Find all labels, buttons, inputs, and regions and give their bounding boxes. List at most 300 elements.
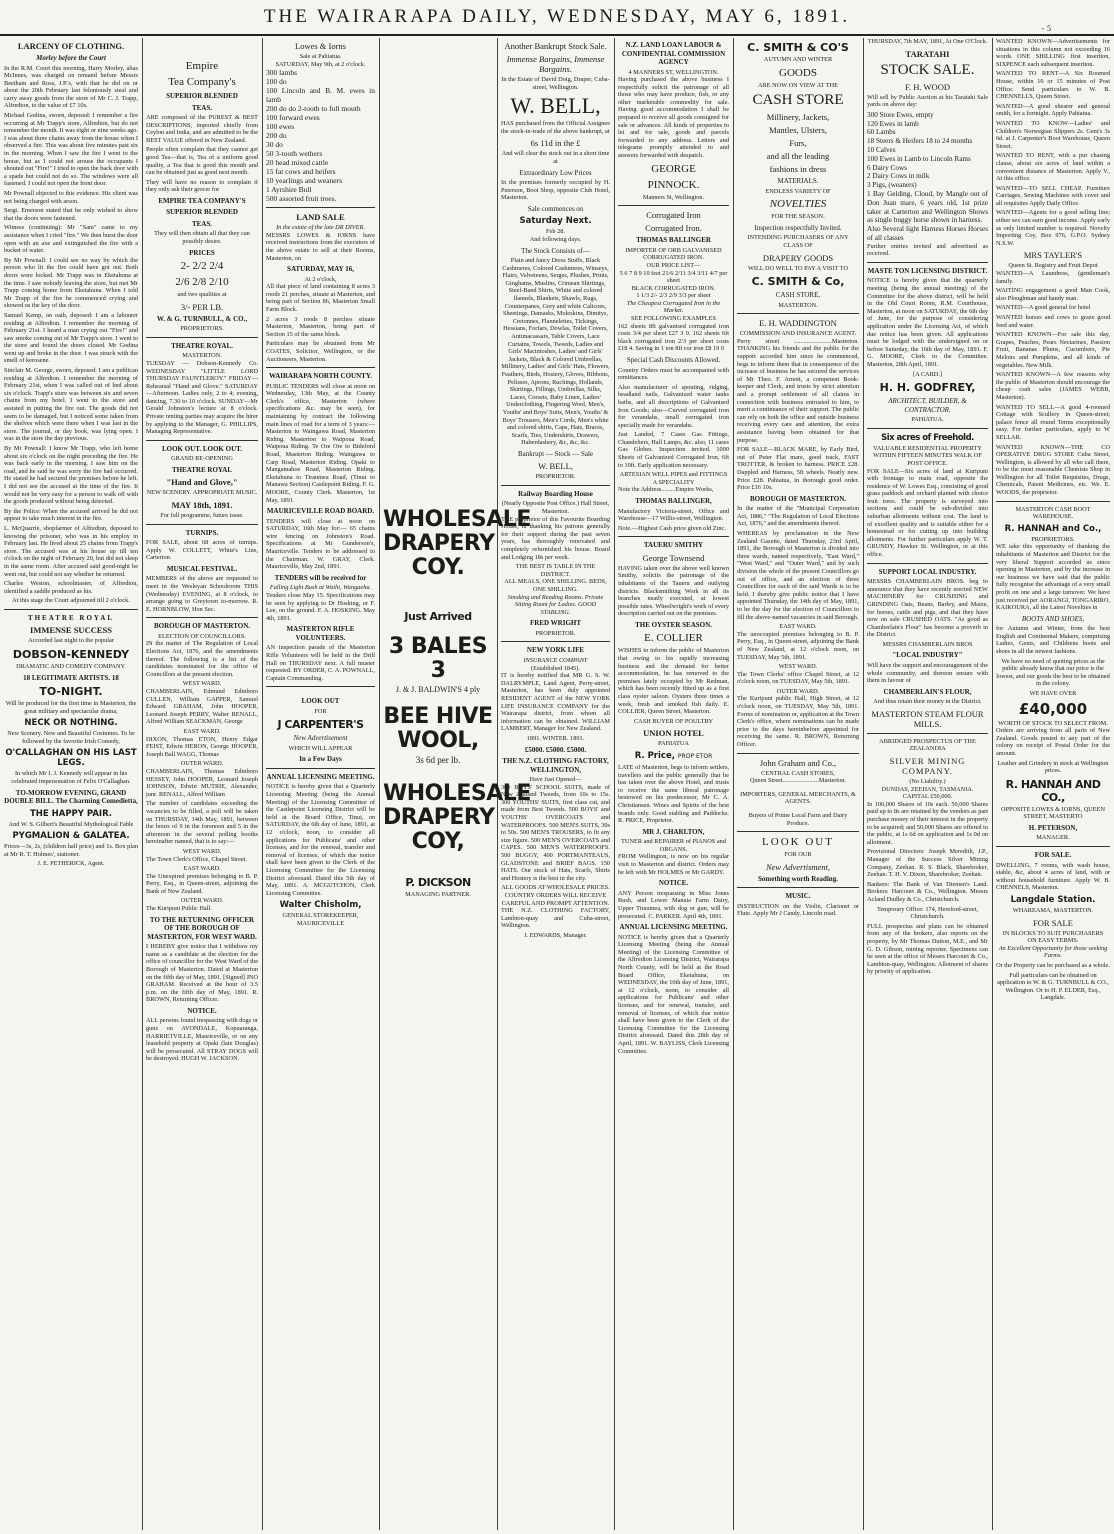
- ad-text: PAHIATUA: [658, 740, 689, 748]
- ad-heading: WHOLESALE DRAPERY COY,: [383, 781, 531, 854]
- ad-heading: MR J. CHARLTON,: [642, 827, 705, 836]
- ad-heading: SUPPORT LOCAL INDUSTRY.: [878, 567, 977, 576]
- ad-text: The Town Clerk's Office, Chapel Street.: [146, 855, 248, 863]
- ad-text: DRAMATIC AND COMEDY COMPANY.: [16, 662, 126, 670]
- ad-heading: THOMAS BALLINGER: [636, 236, 711, 245]
- ad-text: HAS purchased from the Official Assignee the stock-in-trade of the above bankrupt, at: [501, 120, 610, 135]
- ad-text: ARTESIAN WELL PIPES and FITTINGS A SPECIALITY: [619, 471, 728, 486]
- ad-text: THE proprietor of this Favourite Boarding House, in thanking his patrons generally for their support during the past seven years, has thoroughly renovated and completely refurnished his house. Board and Lodging 18s per week.: [501, 515, 610, 561]
- ad-heading: TO THE RETURNING OFFICER OF THE BOROUGH OF MASTERTON, FOR WEST WARD.: [147, 915, 257, 941]
- ad-text: We have no need of quoting prices as the public already know that our price is the lowest, and our goods the best to be obtained in the colony.: [996, 657, 1110, 688]
- ad-text: EAST WARD.: [183, 728, 221, 735]
- list-item: 6 Dairy Cows: [867, 163, 907, 172]
- ad-text: In the premises formerly occupied by H. Peterson, Boot Shop, opposite Club Hotel, Masterton.: [501, 179, 610, 202]
- ad-heading: Sale commences on: [527, 204, 584, 213]
- ad-heading: E. COLLIER: [644, 632, 703, 645]
- column-ads-7: [737, 38, 859, 1530]
- ad-text: WHAREAMA, MASTERTON.: [1012, 906, 1094, 914]
- ad-heading: P. DICKSON: [405, 876, 471, 889]
- ad-text: THURSDAY, 7th MAY, 1891, At One O'Clock.: [867, 38, 988, 45]
- ad-text: IMPORTER OF ORB GALVANISED CORRUGATED IRON.: [625, 246, 722, 262]
- ad-heading: ARCHITECT, BUILDER, & CONTRACTOR.: [888, 397, 967, 414]
- ad-text: Having purchased the above business I respectfully solicit the patronage of all those who may have produce, fish, or any other marketable commodity for sale. Having good accommodation I shall be prepared to receive all goods consigned for sale or advances. All kinds of properties to let and for sale, goods and parcels forwarded to any address. Letters and telegrams promptly attended to and answers forwarded with despatch.: [618, 76, 729, 160]
- ad-heading: Tea Company's: [168, 76, 236, 88]
- ad-text: AN inspection parade of the Masterton Rifle Volunteers will be held in the Drill Hall on THURSDAY next. A full muster requested. BY ORDER, C. A. POWNALL, Captain Commanding.: [266, 644, 375, 682]
- ad-text: WEST WARD.: [778, 663, 818, 671]
- ad-text: The Cheapest Corrugated Iron in the Market.: [626, 299, 721, 315]
- ad-text: People often complain that they cannot get good Tea—that is, Tea of a uniform good quality, a Tea that is good this month and can be obtained just as good next month.: [146, 146, 258, 177]
- ad-text: Manufactory Victoria-street, Office and Warehouse—17 Willis-street, Wellington.: [618, 507, 729, 523]
- ad-text: FOR THE SEASON.: [771, 213, 825, 221]
- ad-text: ARE composed of the PUREST & BEST DESCRIPTIONS, imported chiefly from Ceylon and India, and are admitted to be the BEST VALUE offered in New Zealand.: [146, 114, 258, 144]
- list-item: 100 Ewes in Lamb to Lincoln Rams: [867, 154, 971, 163]
- divider: [146, 617, 258, 618]
- ad-text: 2 acres 3 roods 8 perches situate Masterton, Masterton, being part of Section 15 of the same block.: [266, 315, 375, 338]
- ad-text: WISHES to inform the public of Masterton that owing to his rapidly increasing business and the demand for better accommodation, he has removed to the premises lately occupied by Mr Redman, which has been recently fitted up as a first class oyster saloon. Oysters three times a week, fresh and smoked fish daily. E. COLLIER, Queen Street, Masterton.: [618, 647, 729, 716]
- ad-heading: LOOK OUT: [301, 697, 340, 706]
- list-item: 3 Pigs, (weaners): [867, 181, 917, 190]
- ad-text: FOR: [314, 707, 327, 715]
- ad-heading: [618, 751, 729, 762]
- classified-ad: WANTED KNOWN—A few reasons why the public of Masterton should encourage the cheap cash sales (JAMES WEBB, Masterton).: [996, 371, 1111, 401]
- ad-heading: ANNUAL LICENSING MEETING.: [266, 772, 375, 781]
- list-item: 100 Lincoln and B. M. ewes in lamb: [266, 86, 375, 105]
- ad-heading: R. HANNAH AND CO.,: [1005, 777, 1101, 804]
- ad-text: ON EASY TERMS.: [1027, 937, 1079, 945]
- ad-text: PUBLIC TENDERS will close at noon on Wednesday, 13th May, at the County Clerk's office, Masterton (where specifications &c. may be seen), for maintaining by contract the following main lines of road for a term of 3 years:— Masterton to Waingawa Road, Masterton Riding. Masterton to Waipoua Road, Waipoua Riding. Te Ore Ore to Bideford Road, Masterton Riding. Waingawa to Carp Road, Masterton Riding. Opaki to Mangamahoe Road, Masterton Riding. Eketahuna to Tiraumea Road, (Tinui to Manawa Section) Castlepoint Riding. F. G. MOORE, County Clerk. Masterton, 1st May, 1891.: [266, 382, 375, 504]
- ad-text: OPPOSITE LOWES & IORNS, QUEEN STREET, MASTERTO: [1000, 805, 1106, 821]
- ad-heading: C. SMITH & Co,: [751, 275, 845, 289]
- ad-heading: NEW YORK LIFE: [526, 646, 585, 655]
- classified-ad: WANTED—A good shearer and general smith, for a fortnight. Apply Pahiatua.: [996, 102, 1110, 118]
- ad-text: CHAMBERLAIN, Edmund Edinboro CULLEN, William GAPPER, Samuel Edward GRAHAM, John HOOPER, Leonard Joseph PERRY, Walter RENALL, Alfred William SEACKMAN, George: [146, 688, 258, 726]
- ad-heading: E. H. WADDINGTON: [759, 318, 837, 329]
- ad-heading: 18 LEGITIMATE ARTISTS. 18: [23, 673, 119, 682]
- ad-heading: TENDERS will be received for: [274, 573, 367, 582]
- column-rule: [733, 38, 734, 1530]
- ad-heading: Millinery, Jackets,: [766, 112, 830, 123]
- ad-text: THE N.Z. CLOTHING FACTORY, Lambton-quay and Cuba-street, Wellington.: [501, 907, 610, 930]
- stock-list: [266, 68, 375, 203]
- ad-text: PROPRIETOR.: [535, 473, 576, 481]
- ad-heading: Furs,: [789, 138, 807, 149]
- ad-text: [A CARD.]: [912, 370, 943, 378]
- divider: [266, 367, 375, 368]
- classified-ad: WANTED—A good general for hotel: [996, 304, 1091, 312]
- ad-heading: MAY 18th, 1891.: [171, 500, 233, 511]
- article-paragraph: Samuel Kemp, on oath, deposed: I am a labourer residing at Alfredton. I remember the morning of February 21st. I heard a man crying out "Fire!" and saw smoke coming out of Mr Trapp's store. I went to the store and found the doors closed. Mr Godina went up and broke in the door. I was struck with the smell of kerosene.: [4, 311, 138, 365]
- ad-heading: In a Few Days: [299, 755, 342, 764]
- column-ads-9: [996, 38, 1110, 1530]
- ad-text: Note the Address.........Empire Works,: [618, 486, 714, 494]
- ad-heading: TURNIPS.: [185, 528, 219, 537]
- classified-ad: WAITING engagement a good Man Cook, also Ploughman and handy man.: [996, 287, 1110, 302]
- ad-heading: FRED WRIGHT: [529, 619, 582, 628]
- ad-heading: WAIRARAPA NORTH COUNTY.: [268, 372, 372, 381]
- divider: [867, 428, 988, 429]
- ad-text: TUESDAY — Dobson-Kennedy Co. WEDNESDAY "LITTLE LORD THURSDAY FAUNTLEROY." FRIDAY—Rehearsal "Hand and Glove." SATURDAY—Afternoon. Ladies only, 2 to 4; evening, dancing, 7.30 to 10 o'clock. SUNDAY—Mr Gerald Johnston's lecture at 8 o'clock. Private renting parties may acquire the hirer by applying to the Manager, G. PHILLIPS, Managing Representative.: [146, 359, 258, 436]
- list-item: 18 Steers & Heifers 18 to 24 months: [867, 137, 973, 146]
- article-paragraph: Michael Godina, sworn, deposed: I remember a fire occurring at Mr Trapp's store, Alfredton, but do not remember the month. It was eight or nine weeks ago. I was about three chains away from the house when I observed a fire. This was about five minutes past six in the morning. When I saw the fire I went to the house, but as I could not arouse the occupants I shouted out "Fire!" I tried to open the back door with a spade but could not do so. The windows were all fastened. I could not open the front door.: [4, 112, 138, 188]
- ad-text: At 2 o'clock,: [304, 275, 337, 283]
- ad-text: VALUABLE RESIDENTIAL PROPERTY WITHIN FIFTEEN MINUTES WALK OF POST OFFICE.: [873, 444, 982, 467]
- ad-heading: Inspection respectfully Invited.: [754, 223, 842, 232]
- list-item: 50 3-tooth wethers: [266, 149, 323, 159]
- ad-heading: FOR SALE: [1033, 917, 1073, 928]
- ad-text: SATURDAY, May 9th, at 2 o'clock.: [275, 60, 366, 68]
- divider: [4, 609, 138, 610]
- classified-ad: WANTED KNOWN—THE CO OPERATIVE DRUG STORE Cuba Street, Wellington, is allowed by all who call there, to be the most reasonable Chemists Shop in Wellington for all Toilet Requisites, Drugs, Chemicals, Patent Medicines, etc. We. E. WOODS, the proprietor.: [996, 443, 1110, 497]
- ad-text: And thus retain their money in the District.: [873, 698, 982, 706]
- ad-heading: Six acres of Freehold.: [881, 432, 974, 443]
- ad-text: NEW SCENERY. APPROPRIATE MUSIC.: [146, 489, 258, 497]
- ad-text: (No Liability.): [909, 778, 946, 786]
- ad-text: Leather and Grindery in stock at Wellington prices.: [997, 759, 1109, 775]
- ad-heading: Mantles, Ulsters,: [769, 125, 827, 136]
- column-rule: [262, 38, 263, 1530]
- ad-text: Or the Property can be purchased as a whole.: [996, 961, 1110, 969]
- proprietor-name: R. Price,: [634, 751, 675, 761]
- classified-ad: WANTED horses and cows to graze good feed and water.: [996, 314, 1110, 329]
- ad-heading: STOCK SALE.: [880, 61, 975, 78]
- ad-text: (Established 1845).: [531, 664, 580, 672]
- ad-text: MAURICEVILLE: [296, 919, 345, 927]
- ad-text: WEST WARD.: [182, 680, 222, 688]
- ad-text: AUTUMN AND WINTER: [763, 56, 833, 63]
- list-item: 10 Calves: [867, 145, 896, 154]
- ad-text: In which Mr J. J. Kennedy will appear in his celebrated impersonation of Felix O'Callaghan.: [11, 770, 131, 786]
- ad-heading: Just Arrived: [404, 610, 472, 623]
- ad-text: Also manufacturer of spouting, ridging, headland nails, Galvanized water tanks baths, and all descriptions of Galvanised Iron Goods; also—Curved corrugated iron for verandahs, small corrugated iron specially made for verandahs.: [618, 383, 729, 429]
- column-ads-5: [501, 38, 610, 1530]
- divider: [266, 207, 375, 208]
- ad-text: In 100,000 Shares of 10s each. 50,000 Shares paid up to 8s are retained by the vendors as part purchase money of their interest in the property to be acquired; and 50,000 Shares are offered to the public, at 1s 6d on application and 1s 0d on allotment.: [867, 800, 988, 846]
- ad-text: Will be produced for the first time in Masterton, the great military and spectacular drama,: [5, 700, 137, 715]
- ad-text: Tenders close May 15. Specifications may be seen by applying to Dr Hosking, or F. Lee, on the ground. F. A. HOSKING. May 4th, 1891.: [266, 591, 375, 622]
- ad-text: ARE NOW ON VIEW AT THE: [757, 81, 839, 89]
- divider: [996, 846, 1110, 847]
- ad-heading: BOROUGH OF MASTERTON.: [749, 494, 846, 503]
- classified-ad: WANTED KNOWN—For sale this day, Grapes, Peaches, Pears Nectarines, Passion Fruit, Bananas Plums, Cucumbers, Pie Melons and Pumpkins, and all kinds of vegetables. New Milk.: [996, 331, 1110, 369]
- ad-heading: F. H. WOOD: [905, 81, 950, 92]
- ad-text: TENDERS will close at noon on SATURDAY, 16th May for:— 65 chains wire fencing on Johnston's Road. Specifications at Mr Gunderson's, Mauriceville. Tenders to be addressed to the Chairman. W. GRAY, Clerk. Mauriceville, May 2nd, 1891.: [266, 517, 375, 571]
- list-item: 200 do: [266, 131, 287, 141]
- ad-text: ALL MEALS, ONE SHILLING. BEDS, ONE SHILLING.: [504, 578, 607, 593]
- ad-text: DIXON, Thomas ETON, Henry Edgar FEIST, Edwin HERON, George HOOPER, Joseph Ball WAGG, Thomas: [146, 735, 258, 758]
- ad-heading: £40,000: [1018, 699, 1088, 718]
- ad-text: J. E. PETHERICK, Agent.: [37, 860, 105, 868]
- list-item: 300 lambs: [266, 68, 298, 78]
- ad-text: CASH BUYER OF POULTRY: [633, 717, 714, 725]
- ad-text: OUTER WARD.: [180, 897, 224, 905]
- ad-heading: THEATRE ROYAL.: [171, 341, 233, 350]
- ad-text: MESSRS LOWES & IORNS have received instructions from the executors of the above estate to sell at their Rooms, Masterton, on: [266, 231, 375, 262]
- ad-heading: UNION HOTEL: [643, 728, 704, 739]
- divider: [867, 262, 988, 263]
- ad-text: Queen Street.......................Masterton.: [749, 777, 846, 785]
- column-ads-3: [266, 38, 375, 1530]
- list-item: 300 Store Ewes, empty: [867, 110, 934, 119]
- list-item: 20 head mixed cattle: [266, 158, 329, 168]
- ad-text: WE take this opportunity of thanking the inhabitants of Masterton and District for the very liberal Support accorded us since opening in Masterton, and by the increase in our business we have said that the public fully recognise the advantage of a very small profit on one and a large turnover. We have just received per AORANGI, TONGARIRO, KAIKOURA, all the Latest Novelties in: [996, 543, 1110, 612]
- column-ads-2: [146, 38, 258, 1530]
- ad-text: WHICH WILL APPEAR: [288, 744, 353, 752]
- ad-text: OUTER WARD.: [776, 687, 820, 695]
- ad-heading: GEORGE: [651, 162, 696, 175]
- ad-text: COMMISSION AND INSURANCE AGENT.: [739, 330, 857, 338]
- classified-ad: WANTED TO KNOW—Ladies' and Children's Norwegian Slippers 2s. Gent's 3s 6d. at J. Carpenter's Boot Warehouse, Queen Street.: [996, 119, 1110, 150]
- ad-text: In the matter of the "Municipal Corporation Act, 1886," "The Regulation of Local Elections Act, 1876," and the amendments thereof.: [737, 505, 859, 528]
- ad-text: CHAMBERLAIN, Thomas Edinboro HESSEY, John HOOPER, Leonard Joseph JOHNSON, Edwin MUTRIE, Alexander, junr. RENALL, Alfred William: [146, 767, 258, 798]
- list-item: 30 do: [266, 140, 283, 150]
- ad-heading: Railway Boarding House: [518, 489, 593, 498]
- ad-text: And following days.: [529, 235, 582, 243]
- ad-heading: SATURDAY, MAY 16,: [287, 265, 354, 274]
- ad-heading: CASH STORE: [752, 92, 844, 109]
- ad-text: INTENDING PURCHASERS OF ANY CLASS OF: [747, 234, 849, 249]
- ad-text: NOTICE is hereby given that a Quarterly Licensing Meeting (being the Annual Meeting) of the Licensing Committee of the Alfredton Licensing District, Wairarapa North County, will be held at the Road Board Office, Eketahuna, on WEDNESDAY, the 10th day of June, 1891, at 12 o'clock, noon, to consider all applications for Publicans' and other licenses, and for renewal, transfer, and removal of licenses, of which due notice shall have been given to the Clerk of the Licensing Committee for the Licensing District aforesaid. Dated this 28th day of April, 1891. W. BAYLISS, Clerk Licensing Committee.: [618, 933, 729, 1055]
- price-line: £5000. £5000. £5000.: [524, 745, 587, 754]
- article-paragraph: At this stage the Court adjourned till 2 o'clock.: [12, 597, 130, 605]
- ad-text: GENERAL STOREKEEPER,: [282, 912, 359, 920]
- ad-text: WORTH OF STOCK TO SELECT FROM.: [998, 719, 1108, 727]
- ad-heading: CASH STORE,: [775, 291, 821, 300]
- ad-heading: TO-NIGHT.: [39, 685, 103, 699]
- page-mark: -5: [1041, 24, 1054, 33]
- ad-text: BLACK CORRUGATED IRON.: [631, 284, 716, 292]
- classified-ad: WANTED TO SELL—A good 4-roomed Cottage with Scullery in Queen-street; palace fence all round Terms exceptionally easy. For further particulars, apply to W SELLAR.: [996, 403, 1110, 441]
- ad-heading: "LOCAL INDUSTRY": [892, 651, 963, 660]
- ad-heading: WHOLESALE DRAPERY COY.: [383, 507, 531, 580]
- classified-ad: WANTED—TO SELL CHEAP. Furniture Carriages, Sewing Machines with cover and all requisites Apply Daily Office.: [996, 184, 1110, 207]
- ad-text: Particulars may be obtained from Mr COATES, Solicitor, Wellington, or the Auctioneers, Masterton.: [266, 340, 375, 363]
- divider: [737, 887, 859, 888]
- divider: [146, 440, 258, 441]
- ad-heading: BEE HIVE WOOL,: [383, 704, 493, 753]
- ad-text: PROPRIETORS.: [180, 325, 224, 333]
- ad-text: 3s 6d per lb.: [415, 755, 461, 765]
- ad-text: For full programme, future issue.: [160, 512, 244, 520]
- ad-text: and two qualities at: [177, 291, 227, 299]
- ad-heading: NOTICE.: [187, 1006, 217, 1015]
- ad-text: Have Just Opened—: [529, 776, 582, 783]
- ad-heading: MUSIC.: [785, 892, 811, 901]
- ad-text: WE HAVE OVER: [1029, 690, 1077, 698]
- divider: [266, 768, 375, 769]
- classified-ad: WANTED—A Laundress, (gentleman's family.: [996, 270, 1110, 285]
- article-paragraph: By Mr Pownall: I know Mr Trapp, who left home about six o'clock on the night preceding the fire. He was back early in the morning. I saw him on the road, and he said he was sorry the fire had occurred. He stated he had secured the premises before he left. I did not see the accused at the time of the fire. It would not be very easy for a person to walk off with the goods produced without being detected.: [4, 445, 138, 506]
- ad-heading: TEAS.: [191, 219, 213, 228]
- price-line: 3/- PER LB.: [180, 301, 224, 312]
- ad-heading: LAND SALE: [296, 212, 345, 223]
- ad-heading: TEAS.: [191, 103, 213, 112]
- ad-text: IMPORTERS, GENERAL MERCHANTS, & AGENTS.: [740, 790, 856, 806]
- ad-heading: IMMENSE SUCCESS: [30, 625, 112, 636]
- column-ads-6: [618, 38, 729, 1530]
- ad-heading: Corrugated Iron: [646, 210, 701, 221]
- ad-text: Bankers: The Bank of Van Diemen's Land. Brokers: Harcourt & Co., Wellington. Messrs Acland Dudley & Co., Christchurch.: [867, 880, 988, 903]
- ad-heading: SILVER MINING COMPANY.: [889, 756, 966, 777]
- ad-text: EAST WARD.: [183, 865, 221, 873]
- ad-heading: Special Cash Discounts Allowed.: [626, 356, 721, 365]
- ad-text: MASTERTON.: [778, 301, 818, 309]
- list-item: 200 do do 2-tooth to full mouth: [266, 104, 361, 114]
- ad-text: And will clear the stock out in a short time at: [501, 150, 610, 165]
- ad-heading: DOBSON-KENNEDY: [12, 647, 130, 661]
- ad-text: 1891.: [570, 734, 585, 742]
- article-paragraph: Sergt. Emerson stated that he only wished to show that the doors were fastened.: [4, 207, 138, 222]
- ad-text: J. EDWARDS, Manager.: [524, 931, 587, 939]
- ad-heading: DRAPERY GOODS: [762, 252, 834, 263]
- divider: [737, 753, 859, 754]
- ad-text: OUR PRICE LIST—: [646, 261, 701, 269]
- ad-text: In the estate of the late DR DIVER.: [276, 224, 365, 232]
- ad-heading: NOVELTIES: [769, 198, 827, 211]
- article-heading: LARCENY OF CLOTHING.: [17, 41, 125, 51]
- list-item: 120 Ewes in lamb: [867, 119, 919, 128]
- divider: [146, 337, 258, 338]
- ad-text: Plain and fancy Dress Stuffs, Black Cashmeres, Colored Cashmeres, Winseys, Flairs, Velveteens, Serges, Plushes, Prints, Ginghams, Muslins, Crimean Shirtings, Steel-Band Shirts, White and colored flannels, Blankets, Shawls, Rugs, Counterpanes, Grey and white Calicoes, Sheetings, Damasks, Moleskins, Dimitys, Cretonnes, Flannelettes, Tickings, Hessians, Forfars, Dowlas, Toilet Covers, Antimacassars, Table Covers, Lace Curtains, Towels, Tweeds, Ladies and Girls' Macintoshes, Ladies' and Girls' Jackets, Black & Colored Umbrellas, Millinery, Ladies' and Girls' Hats, Flowers, Feathers, Birds, Hosiery, Gloves, Ribbons, Pelisses, Aprons, Ruchings, Hollands, Skirtings, Fillings, Umbrellas, Silks, Laces, Corsets, Baby Linen, Ladies' Underclothing, Fingering Wool, Men's, Youths' and Boys' Suits, Men's, Youths' & Boys' Trousers, Men's Cords, Men's white and colored shirts, Caps, Hats, Braces, Scarfs, Ties, Undershirts, Drawers, Haberdashery, &c, &c, &c.: [501, 257, 610, 447]
- ad-heading: New Advertisment,: [765, 861, 831, 872]
- article-paragraph: Charles Weston, schoolmaster, of Alfredton, identified a saddle produced as his.: [4, 580, 138, 595]
- ad-heading: Langdale Station.: [1010, 894, 1096, 905]
- article-paragraph: Witness (continuing): Mr "Sam" came to my assistance when I cried "fire." We then burst the door open with an axe and extinguished the fire with a bucket of water.: [4, 224, 138, 255]
- column-news: [4, 38, 138, 1530]
- ad-text: The unoccupied premises belonging to B. P. Perry, Esq., in Queen-street, adjoining the Bank of New Zealand, at 12 o'clock noon, on TUESDAY, May 5th, 1891.: [737, 630, 859, 661]
- ad-heading: NECK OR NOTHING.: [24, 718, 118, 729]
- ad-text: Further entries invited and advertised as received.: [867, 242, 988, 258]
- ad-text: 1891.: [526, 734, 541, 742]
- divider: [266, 686, 375, 687]
- ad-heading: GOODS: [779, 66, 817, 79]
- ad-text: MASTERTON.: [182, 352, 222, 360]
- article-paragraph: Sinclair M. George, sworn, deposed: I am a publican residing at Alfredton. I remember the morning of February 21st, when I was called out of bed about six o'clock. Trapp's store was between six and seven chains from my hotel. I went to the store and assisted in putting the fire out. The goods did not seem to be damaged, but I noticed some taken from the shelves which were there when I was last in the store. The journal, or day book, was lying open. I was in the store the day previous.: [4, 367, 138, 443]
- ad-text: They will have no reason to complain if they only ask their grocer for: [146, 178, 258, 194]
- divider: [618, 536, 729, 537]
- divider: [618, 205, 729, 206]
- ad-text: MASTERTON CASH BOOT WAREHOUSE.: [1015, 505, 1091, 521]
- ad-text: Note.—Highest Cash price given old Zinc.: [618, 524, 726, 532]
- ad-text: Accorded last night to the popular: [28, 637, 114, 645]
- ad-heading: Lowes & Iorns: [295, 41, 346, 51]
- column-ads-4: [383, 38, 531, 1530]
- list-item: 100 do: [266, 77, 287, 87]
- ad-text: FOR OUR: [784, 851, 812, 859]
- article-paragraph: By Mr Pownall: I could see no way by which the person who lit the fire could have got out. Both doors were locked. Mr Trapp was in Eketahuna at the time. I saw nobody leaving the store, but met Mr Trapp coming home from Eketahuna. When I told Mr Trapp of the fire he commenced crying and showed us the key of the door.: [4, 256, 138, 310]
- list-item: 1 Bay Gelding, Cloud, by Mangle out of Don Juan mare, 6 years old, 1st prize taker at Carterton and Wellington Shows as single buggy horse shown in harness.: [867, 189, 988, 225]
- column-rule: [863, 38, 864, 1530]
- ad-heading: MUSICAL FESTIVAL.: [166, 564, 238, 573]
- ad-text: ELECTION OF COUNCILLORS.: [158, 632, 246, 640]
- divider: [146, 524, 258, 525]
- ad-heading: W. & G. TURNBULL, & CO.,: [156, 314, 248, 323]
- ad-heading: THE OYSTER SEASON.: [635, 620, 712, 629]
- ad-text: Perry street ........................Masterton. THANKING his friends and the public for the support accorded him since he commenced, begs to inform them that in consequence of the increase of business he has secured the services of Mr Theo. F. Arnott, a competent Book-keeper and Clerk, and trusts by strict attention and a prompt settlement of all claims in connection with business entrusted to him, to merit a continuance of their support. The public can rely on both the office and outside business receiving every care and attention, the extra assistance having been obtained for that purpose.: [737, 337, 859, 444]
- article-paragraph: In the R.M. Court this morning, Harry Morley, alias McInnes, was charged on remand before Messrs Beetham and Ross, J.P.'s, with that he did on or about the 20th February last feloniously steal and carry away goods from the store of Mr C. J. Trapp, Alfredton, to the value of £7 10s.: [4, 64, 138, 110]
- column-rule: [614, 38, 615, 1530]
- ad-heading: John Graham and Co.,: [759, 757, 837, 768]
- ad-text: 5 6 7 8 9 10 feet 21/6 2/11 3/4 3/11 4/7 per sheet: [619, 269, 728, 285]
- article-paragraph: Mr Pownall objected to this evidence. His client was not being charged with arson.: [4, 190, 138, 205]
- ad-text: NOTICE is hereby given that a Quarterly Licensing Meeting (being the Annual Meeting) of the Licensing Committee of the Castlepoint Licensing District will be held at the Board Office, Tinui, on SATURDAY, the 6th day of June, 1891, at 12 o'clock, noon, to consider all applications for Publicans' and other licenses, and for the renewal, transfer and removal of licenses, of which due notice shall have been given to the Clerk of the Licensing Committee for the Licensing District aforesaid. Dated this 5th day of May, 1891. A. MCGUTCHON, Clerk Licensing Committee.: [266, 783, 375, 897]
- ad-text: PROPRIETORS.: [1031, 535, 1075, 543]
- ad-text: The Unexpired premises belonging to B. P. Perry, Esq., in Queen-street, adjoining the Bank of New Zealand.: [146, 872, 258, 895]
- ad-heading: and all the leading: [766, 151, 830, 162]
- ad-text: 4 MANNERS ST, WELLINGTON.: [628, 68, 719, 76]
- ad-text: ALL persons found trespassing with dogs or guns on AVONDALE, Kopuaranga, HARRIETVILLE, Mauriceville, or on any leasehold property at Opaki (late Douglas) will be prosecuted. All STRAY DOGS will be destroyed. HUGH W. JACKSON.: [146, 1017, 258, 1063]
- list-item: Also Several light Harness Horses Horses of all classes: [867, 225, 988, 242]
- ad-text: Feb 28.: [546, 228, 565, 236]
- classified-ad: WANTED—Agents for a good selling line; either sex can earn good income. Apply early as only limited number is required. Novelty Importing Coy, Box 976, G.P.O. Sydney N.S.W.: [996, 209, 1111, 247]
- column-ads-8: [867, 38, 988, 1530]
- ad-text: ANY Person trespassing in Miss Jones Bush, and Lower Manaia Farm Dairy, Upper Tiraumea, with dog or gun, will be prosecuted. C. PARKER. April 4th, 1891.: [618, 889, 729, 920]
- ad-heading: THOMAS BALLINGER,: [635, 497, 712, 506]
- divider: [867, 733, 988, 734]
- ad-text: All that piece of land containing 8 acres 3 roods 21 perches, situate at Masterton, and being part of Section 86, Masterton Small Farm Block.: [266, 283, 375, 314]
- ad-text: THE BEST IS TABLE IN THE DISTRICT.: [515, 563, 596, 578]
- ad-text: Just Landed, 7 Cases Gas Fittings, Chandeliers, Hall Lamps, &c. also, 11 cases Gas Globes. Inspection invited. 1000 Sheets of Galvanized Corrugated Iron, 6ft to 10ft. Early application necessary.: [618, 431, 729, 469]
- ad-text: DWELLING, 7 rooms, with wash house, stable, &c, about 4 acres of land, with or without household furniture. Apply W. B. CHENNELS, Masterton.: [996, 861, 1110, 892]
- ad-heading: THEATRE ROYAL: [171, 465, 233, 474]
- ad-heading: R. HANNAH and Co.,: [1004, 523, 1102, 534]
- list-item: 15 fat cows and heifers: [266, 167, 336, 177]
- ad-text: IT is hereby notified that MR G. S. W. DALRYMPLE, Land Agent, Perry-street, Masterton, has been duly appointed RESIDENT AGENT of the NEW YORK LIFE INSURANCE COMPANY for the Wairarapa district, from whom all information can be obtained. WILLIAM LAMBERT, Manager for New Zealand.: [501, 672, 610, 733]
- ad-text: Orders are arriving from all parts of New Zealand. Goods posted to any part of the colony on receipt of Postal Order for the amount.: [996, 727, 1110, 757]
- classified-ad: WANTED KNOWN—Advertisements for situations in this column not exceeding 16 words ONE SHILLING first insertion, SIXPENCE each subsequent insertion.: [996, 38, 1110, 68]
- ad-text: And W. S. Gilbert's Beautiful Mythological Fable: [8, 820, 134, 828]
- price-line: 2- 2/2 2/4: [180, 260, 224, 273]
- ad-text: [501, 735, 610, 743]
- ad-text: OUTER WARD.: [180, 760, 224, 768]
- ad-text: TUNER and REPAIRER of PIANOS and ORGANS.: [621, 838, 726, 853]
- price-line: 6s 11d in the £: [530, 138, 581, 149]
- ad-text: HAVING taken over the above well known Smithy, solicits the patronage of the inhabitants of the Taueru and outlying districts. Blacksmithing Work in all its branches neatly executed, at lowest possible rates. Wheelwright's work of every description carried out on the premises.: [618, 564, 729, 618]
- ad-heading: SUPERIOR BLENDED: [166, 208, 238, 217]
- ad-heading: FOR SALE.: [1034, 851, 1072, 860]
- ad-text: An Excellent Opportunity for those seeking Farms.: [998, 944, 1108, 960]
- ad-heading: BOOTS AND SHOES,: [1021, 614, 1085, 623]
- ad-text: FOR SALE—Six acres of land at Kuripuni with frontage to main road, opposite the residence of W. Lowes Esq., consisting of good grass paddock and orchard planted with choice fruit trees. The property is surveyed into sections and could be sub-divided into suburban allotments without cost. The land is of excellent quality and is suitable either for a homestead or for cutting up into building allotments. For further particulars apply W. T. GRUNDY, Hawker St. Wellington, or at this office.: [867, 467, 988, 559]
- ad-text: Falling Light Bush at Waihi, Wangaehu.: [269, 584, 372, 592]
- ad-text: 1 1/3 2/- 2/3 2/9 3/3 per sheet: [636, 292, 711, 300]
- ad-text: GRAND RE-OPENING: [171, 455, 233, 463]
- ad-heading: Bankrupt — Stock — Sale: [517, 449, 594, 458]
- ad-heading: Another Bankrupt Stock Sale.: [504, 41, 607, 51]
- ad-heading: TAUERU SMITHY: [643, 541, 704, 550]
- ad-text: 162 sheets 8ft galvanised corrugated iron costs 3/4 per sheet £27 3 0. 162 sheets 6ft black corrugated iron 2/3 per sheet costs £18 4. Saving in 1 ton 8ft cor iron £8 19 0: [618, 322, 729, 353]
- ad-heading: TARATAHI: [905, 48, 950, 59]
- masthead: [0, 0, 1114, 36]
- ad-text: The Kuripuni Public Hall.: [146, 905, 212, 913]
- ad-text: New Scenery. New and Beautiful Costumes. To be followed by the favorite Irish Comedy,: [7, 730, 135, 745]
- divider: [737, 831, 859, 832]
- list-item: 60 Lambs: [867, 128, 896, 137]
- ad-text: WILL DO WELL TO PAY A VISIT TO: [747, 264, 848, 272]
- ad-text: PAHIATUA.: [911, 416, 944, 424]
- stock-list: [867, 111, 988, 243]
- ad-heading: Empire: [185, 60, 219, 72]
- ad-heading: Walter Chisholm,: [279, 900, 362, 911]
- ad-heading: LOOK OUT: [762, 836, 834, 849]
- ad-text: FOR SALE, about 68 acres of turnips. Apply W. COLLETT, White's Line, Carterton.: [146, 539, 258, 562]
- ad-text: NOTICE is hereby given that the quarterly meeting (being the annual meeting) of the Committee for the above district, will be held in the Old Court Room, R.M. Courthouse, Masterton, at noon on SATURDAY, the 6th day of June, for the purpose of considering application under the Licensing Act, of which due notice has been given. All applications must be lodged with the undersigned on or before Saturday, the 16th day of May, 1891. F. G. MOORE, Clerk to the Committee. Masterton, 28th April, 1891.: [867, 277, 988, 368]
- ad-heading: 3 BALES 3: [388, 634, 488, 683]
- ad-text: I HEREBY give notice that I withdraw my name as a candidate at the election for the office of councillor for the West Ward of the Borough of Masterton. Dated at Masterton on the fifth day of May, 1891. [Signed] JNO GRAHAM. Received at the hour of 3.5 p.m. on the fifth day of May, 1891. R. BROWN, Returning Officer.: [146, 943, 258, 1004]
- ad-heading: fashions in dress: [769, 164, 827, 175]
- list-item: 100 forward ewes: [266, 113, 320, 123]
- ad-text: The Town Clerks' office Chapel Street, at 12 o'clock noon, on TUESDAY, May 5th, 1891.: [737, 670, 859, 686]
- ad-heading: MATERIALS.: [777, 177, 819, 186]
